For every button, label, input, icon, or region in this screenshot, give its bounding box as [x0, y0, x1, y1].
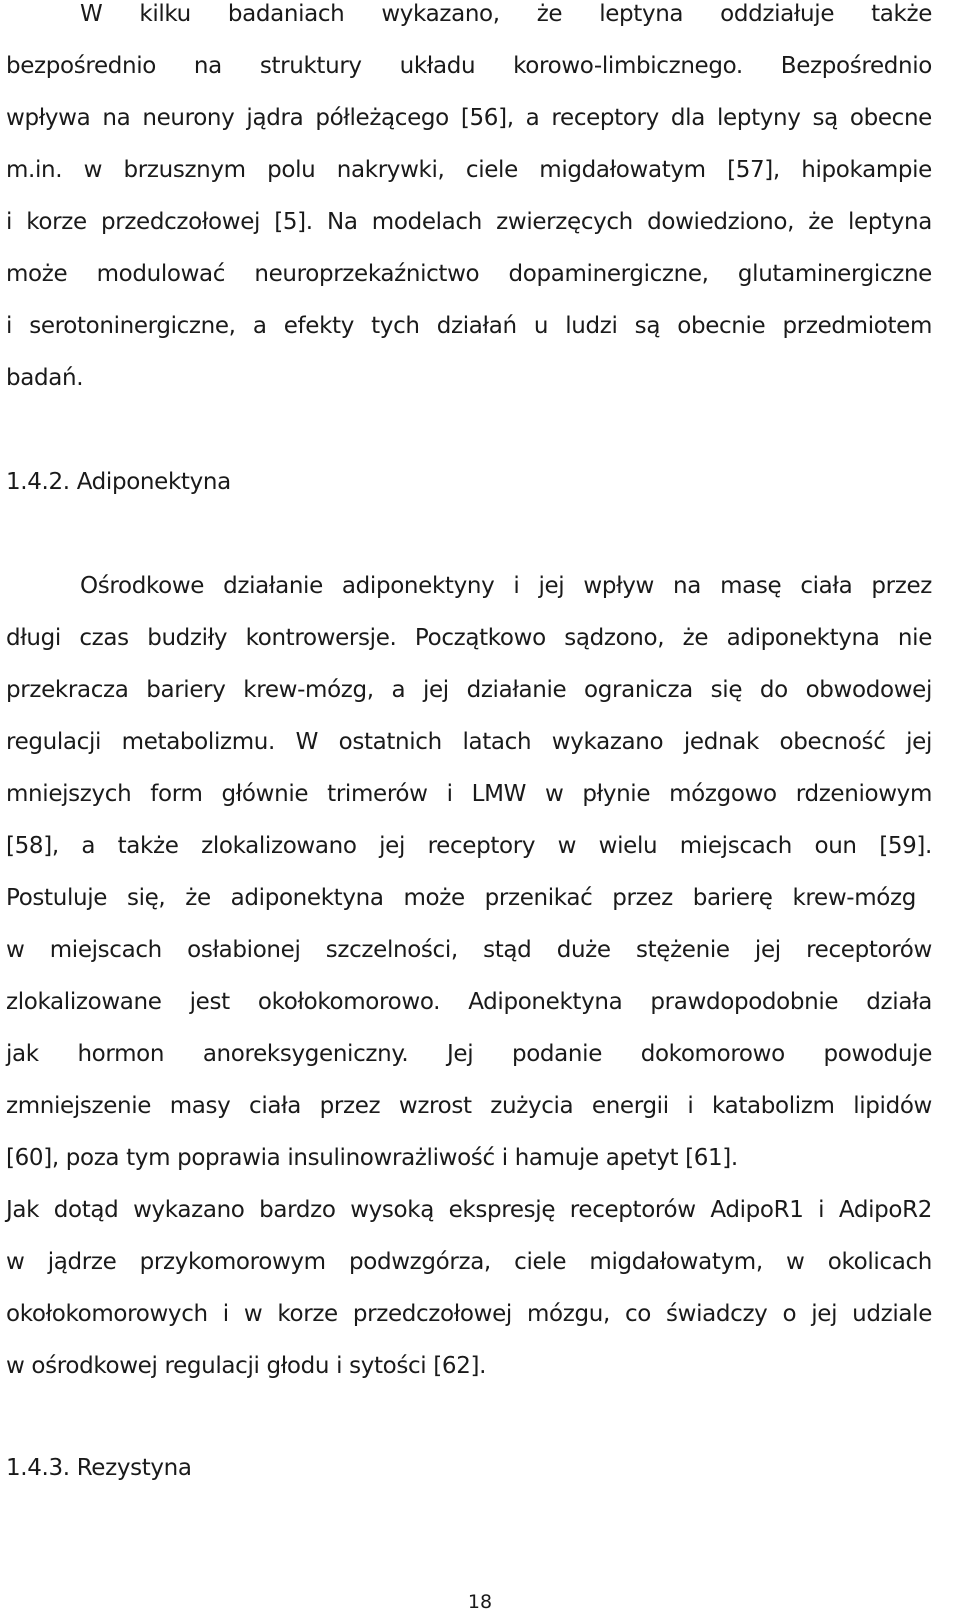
- section-heading-resistin: 1.4.3. Rezystyna: [6, 1455, 192, 1481]
- text-line: badań.: [6, 365, 84, 391]
- text-line: Postuluje się, że adiponektyna może przenikać przez barierę krew-mózg: [6, 885, 916, 911]
- text-line: i serotoninergiczne, a efekty tych działań u ludzi są obecnie przedmiotem: [6, 313, 932, 339]
- text-line: przekracza bariery krew-mózg, a jej działanie ogranicza się do obwodowej: [6, 677, 932, 703]
- text-line: zmniejszenie masy ciała przez wzrost zużycia energii i katabolizm lipidów: [6, 1093, 932, 1119]
- text-line: w ośrodkowej regulacji głodu i sytości [62].: [6, 1353, 487, 1379]
- text-line: Ośrodkowe działanie adiponektyny i jej wpływ na masę ciała przez: [80, 573, 932, 599]
- text-line: Jak dotąd wykazano bardzo wysoką ekspresję receptorów AdipoR1 i AdipoR2: [6, 1197, 932, 1223]
- text-line: w jądrze przykomorowym podwzgórza, ciele migdałowatym, w okolicach: [6, 1249, 932, 1275]
- text-line: m.in. w brzusznym polu nakrywki, ciele migdałowatym [57], hipokampie: [6, 157, 932, 183]
- text-line: bezpośrednio na struktury układu korowo-limbicznego. Bezpośrednio: [6, 53, 932, 79]
- text-line: wpływa na neurony jądra półleżącego [56], a receptory dla leptyny są obecne: [6, 105, 932, 131]
- text-line: [60], poza tym poprawia insulinowrażliwość i hamuje apetyt [61].: [6, 1145, 738, 1171]
- text-line: regulacji metabolizmu. W ostatnich latach wykazano jednak obecność jej: [6, 729, 932, 755]
- text-line: długi czas budziły kontrowersje. Początkowo sądzono, że adiponektyna nie: [6, 625, 932, 651]
- page-number: 18: [467, 1591, 493, 1613]
- text-line: i korze przedczołowej [5]. Na modelach zwierzęcych dowiedziono, że leptyna: [6, 209, 932, 235]
- text-line: [58], a także zlokalizowano jej receptory w wielu miejscach oun [59].: [6, 833, 932, 859]
- section-heading-adiponectin: 1.4.2. Adiponektyna: [6, 469, 231, 495]
- text-line: okołokomorowych i w korze przedczołowej mózgu, co świadczy o jej udziale: [6, 1301, 932, 1327]
- text-line: zlokalizowane jest okołokomorowo. Adiponektyna prawdopodobnie działa: [6, 989, 932, 1015]
- text-line: W kilku badaniach wykazano, że leptyna oddziałuje także: [80, 1, 932, 27]
- text-line: w miejscach osłabionej szczelności, stąd duże stężenie jej receptorów: [6, 937, 932, 963]
- text-line: jak hormon anoreksygeniczny. Jej podanie dokomorowo powoduje: [6, 1041, 932, 1067]
- text-line: może modulować neuroprzekaźnictwo dopaminergiczne, glutaminergiczne: [6, 261, 932, 287]
- text-line: mniejszych form głównie trimerów i LMW w płynie mózgowo rdzeniowym: [6, 781, 932, 807]
